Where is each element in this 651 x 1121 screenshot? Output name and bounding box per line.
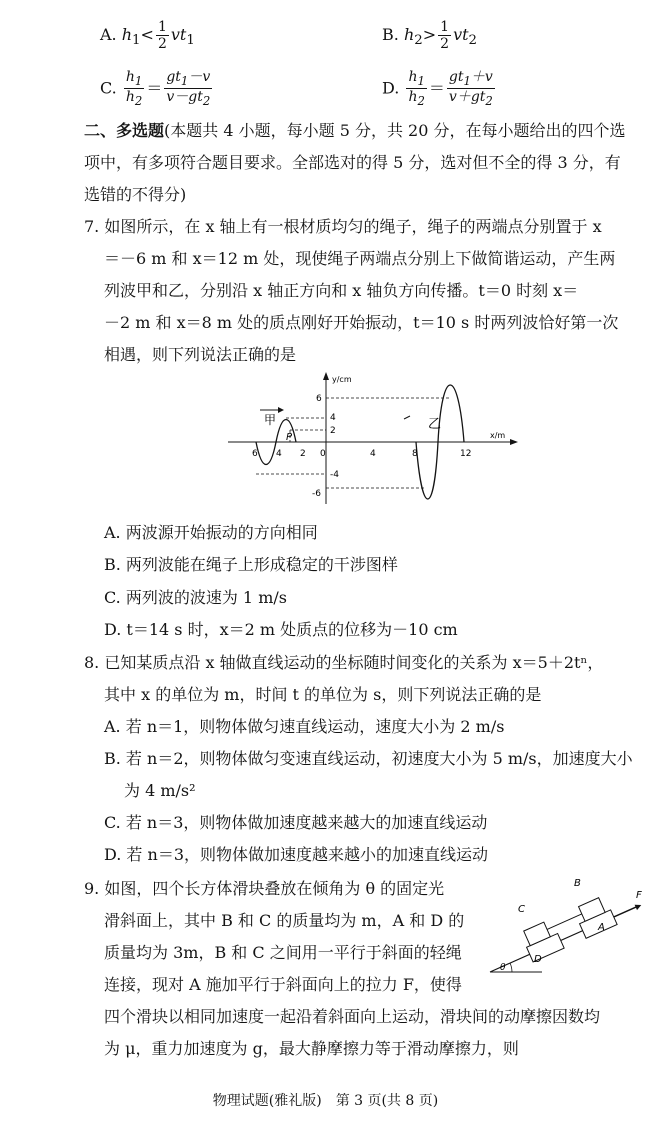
q6-option-c: C. $\frac{h_1}{h_2}$ ＝ $\frac{gt_1-v}{v-gt_2}$ bbox=[100, 69, 211, 109]
q9-line-1: 9. 如图，四个长方体滑块叠放在倾角为 θ 的固定光 bbox=[84, 879, 445, 898]
q7-line-5: 相遇，则下列说法正确的是 bbox=[104, 345, 297, 364]
q6-option-a: A. $h_1<$ $\frac{1}{2}$ $vt_1$ bbox=[100, 19, 195, 52]
block-c-label: C bbox=[518, 904, 525, 915]
wave-jia-label: 甲 bbox=[264, 413, 277, 427]
q7-option-d: D. t＝14 s 时，x＝2 m 处质点的位移为－10 cm bbox=[104, 620, 458, 639]
q8-option-c: C. 若 n＝3，则物体做加速度越来越大的加速直线运动 bbox=[104, 813, 488, 832]
x-tick: 2 bbox=[300, 449, 306, 459]
block-a-label: A bbox=[598, 922, 605, 933]
q9-line-6: 为 μ，重力加速度为 g，最大静摩擦力等于滑动摩擦力，则 bbox=[104, 1039, 519, 1058]
block-d-label: D bbox=[534, 954, 542, 965]
section-heading: 二、多选题(本题共 4 小题，每小题 5 分，共 20 分，在每小题给出的四个选 bbox=[84, 121, 626, 140]
q8-option-d: D. 若 n＝3，则物体做加速度越来越小的加速直线运动 bbox=[104, 845, 489, 864]
x-tick: 0 bbox=[320, 449, 326, 459]
q7-option-c: C. 两列波的波速为 1 m/s bbox=[104, 588, 287, 607]
q8-option-a: A. 若 n＝1，则物体做匀速直线运动，速度大小为 2 m/s bbox=[104, 717, 505, 736]
wave-yi-label: 乙 bbox=[428, 417, 442, 432]
q9-line-5: 四个滑块以相同加速度一起沿着斜面向上运动，滑块间的动摩擦因数均 bbox=[104, 1007, 601, 1026]
y-axis-label: y/cm bbox=[332, 375, 352, 384]
page-footer: 物理试题(雅礼版) 第 3 页(共 8 页) bbox=[212, 1093, 439, 1109]
block-b-label: B bbox=[574, 878, 581, 889]
y-tick: 6 bbox=[316, 394, 322, 404]
x-tick: 12 bbox=[460, 449, 472, 459]
q8-option-b-1: B. 若 n＝2，则物体做匀变速直线运动，初速度大小为 5 m/s，加速度大小 bbox=[104, 749, 633, 768]
q7-line-1: 7. 如图所示，在 x 轴上有一根材质均匀的绳子，绳子的两端点分别置于 x bbox=[84, 217, 602, 236]
y-tick: -6 bbox=[312, 489, 321, 499]
q9-line-2: 滑斜面上，其中 B 和 C 的质量均为 m，A 和 D 的 bbox=[104, 911, 465, 930]
q8-line-1: 8. 已知某质点沿 x 轴做直线运动的坐标随时间变化的关系为 x＝5＋2tⁿ， bbox=[84, 653, 604, 672]
q7-option-b: B. 两列波能在绳子上形成稳定的干涉图样 bbox=[104, 555, 398, 574]
y-tick: -4 bbox=[330, 470, 339, 480]
q6-option-b: B. $h_2>$ $\frac{1}{2}$ $vt_2$ bbox=[382, 19, 478, 52]
q7-line-4: －2 m 和 x＝8 m 处的质点刚好开始振动，t＝10 s 时两列波恰好第一次 bbox=[104, 313, 619, 332]
q7-option-a: A. 两波源开始振动的方向相同 bbox=[104, 523, 318, 542]
section-line-3: 选错的不得分) bbox=[84, 185, 187, 204]
q8-option-b-2: 为 4 m/s² bbox=[124, 781, 196, 800]
q9-line-4: 连接，现对 A 施加平行于斜面向上的拉力 F，使得 bbox=[104, 975, 462, 994]
x-tick: 4 bbox=[276, 449, 282, 459]
x-axis-label: x/m bbox=[490, 431, 506, 440]
q9-incline-figure bbox=[488, 872, 648, 976]
x-tick: 4 bbox=[370, 449, 376, 459]
y-tick: 4 bbox=[330, 413, 336, 423]
q8-line-2: 其中 x 的单位为 m，时间 t 的单位为 s，则下列说法正确的是 bbox=[104, 685, 542, 704]
force-f-label: F bbox=[636, 890, 642, 901]
q6-option-d: D. $\frac{h_1}{h_2}$ ＝ $\frac{gt_1+v}{v+gt_2}$ bbox=[382, 69, 493, 109]
x-tick: 8 bbox=[412, 449, 418, 459]
q7-line-3: 列波甲和乙，分别沿 x 轴正方向和 x 轴负方向传播。t＝0 时刻 x＝ bbox=[104, 281, 579, 300]
x-tick: 6 bbox=[252, 449, 258, 459]
q7-wave-figure bbox=[228, 372, 518, 512]
q9-line-3: 质量均为 3m，B 和 C 之间用一平行于斜面的轻绳 bbox=[104, 943, 462, 962]
theta-label: θ bbox=[500, 963, 506, 973]
point-p-label: P bbox=[286, 432, 293, 443]
y-tick: 2 bbox=[330, 426, 336, 436]
section-line-2: 项中，有多项符合题目要求。全部选对的得 5 分，选对但不全的得 3 分，有 bbox=[84, 153, 621, 172]
q7-line-2: ＝－6 m 和 x＝12 m 处，现使绳子两端点分别上下做简谐运动，产生两 bbox=[104, 249, 616, 268]
